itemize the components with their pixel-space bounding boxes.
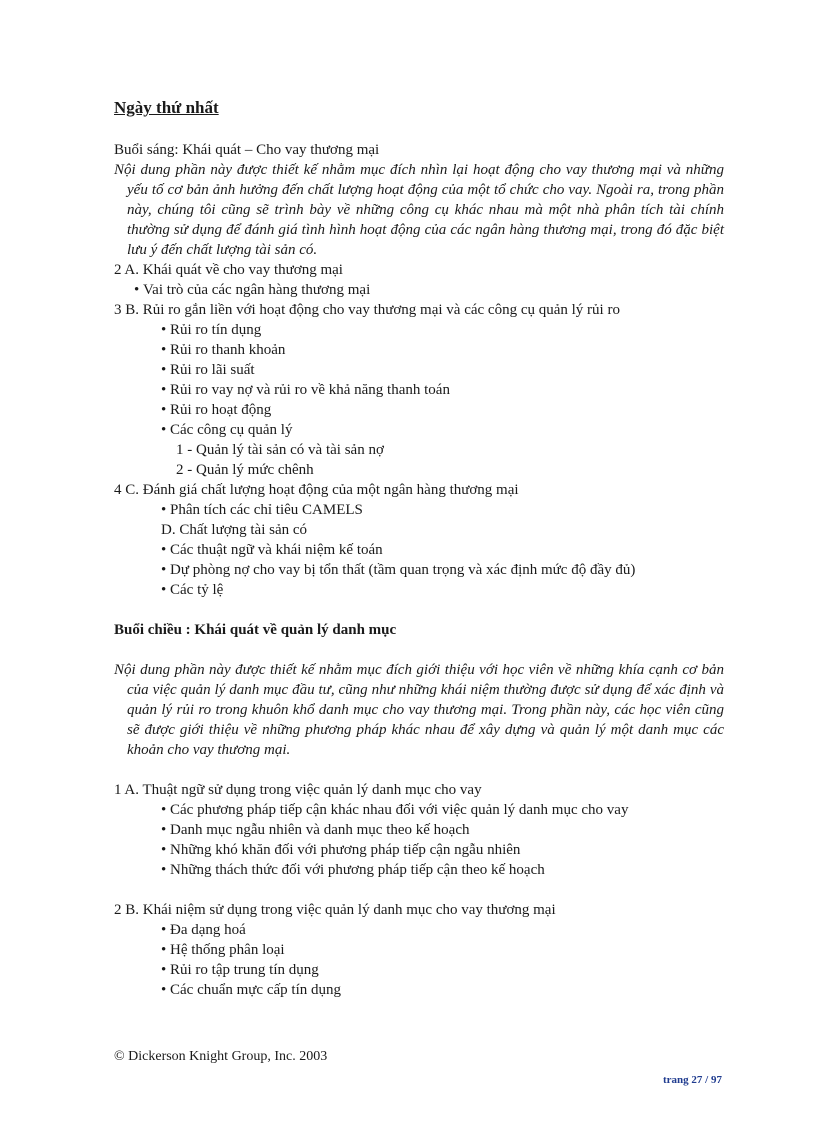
bullet-icon: • — [161, 402, 167, 418]
page-number: trang 27 / 97 — [663, 1074, 722, 1086]
bullet-icon: • — [161, 422, 167, 438]
bullet-icon: • — [161, 802, 167, 818]
list-item: • Rủi ro tín dụng — [161, 322, 262, 338]
bullet-icon: • — [161, 982, 167, 998]
list-item: • Hệ thống phân loại — [161, 942, 285, 958]
afternoon-intro — [114, 660, 724, 760]
list-item: • Phân tích các chỉ tiêu CAMELS — [161, 502, 363, 518]
list-item: • Dự phòng nợ cho vay bị tổn thất (tầm quan trọng và xác định mức độ đầy đủ) — [161, 562, 636, 578]
bullet-icon: • — [161, 542, 167, 558]
subsection-d-heading: D. Chất lượng tài sản có — [161, 522, 308, 538]
list-item: • Rủi ro hoạt động — [161, 402, 272, 418]
bullet-icon: • — [161, 962, 167, 978]
bullet-icon: • — [161, 942, 167, 958]
bullet-icon: • — [161, 562, 167, 578]
section-4c-heading: 4 C. Đánh giá chất lượng hoạt động của một ngân hàng thương mại — [114, 482, 519, 498]
list-item: • Rủi ro lãi suất — [161, 362, 255, 378]
bullet-icon: • — [161, 322, 167, 338]
list-item: • Rủi ro tập trung tín dụng — [161, 962, 319, 978]
list-item: • Rủi ro vay nợ và rủi ro về khả năng thanh toán — [161, 382, 450, 398]
numbered-item: 1 - Quản lý tài sản có và tài sản nợ — [176, 442, 384, 458]
afternoon-heading: Buổi chiều : Khái quát về quản lý danh mục — [114, 622, 397, 638]
list-item: • Các phương pháp tiếp cận khác nhau đối với việc quản lý danh mục cho vay — [161, 802, 629, 818]
bullet-icon: • — [161, 342, 167, 358]
bullet-icon: • — [161, 822, 167, 838]
morning-intro-text: Nội dung phần này được thiết kế nhằm mục đích nhìn lại hoạt động cho vay thương mại và những yếu tố cơ bản ảnh hưởng đến chất lượng hoạt động của một tổ chức cho vay. Ngoài ra, trong phần này, chúng tôi cũng sẽ trình bày về những công cụ khác nhau mà một nhà phân tích tài chính thường sử dụng để đánh giá tình hình hoạt động của các ngân hàng thương mại, trong đó đặc biệt lưu ý đến chất lượng tài sản có. — [114, 162, 724, 258]
list-item: • Các công cụ quản lý — [161, 422, 293, 438]
list-item: • Các thuật ngữ và khái niệm kế toán — [161, 542, 383, 558]
section-2a-heading: 2 A. Khái quát về cho vay thương mại — [114, 262, 343, 278]
morning-heading: Buổi sáng: Khái quát – Cho vay thương mại — [114, 142, 380, 158]
list-item: • Đa dạng hoá — [161, 922, 246, 938]
section-3b-heading: 3 B. Rủi ro gắn liền với hoạt động cho vay thương mại và các công cụ quản lý rủi ro — [114, 302, 620, 318]
list-item: • Các chuẩn mực cấp tín dụng — [161, 982, 341, 998]
document-page — [114, 98, 724, 1000]
bullet-icon: • — [161, 922, 167, 938]
bullet-icon: • — [161, 502, 167, 518]
numbered-item: 2 - Quản lý mức chênh — [176, 462, 314, 478]
bullet-icon: • — [161, 842, 167, 858]
copyright-footer: © Dickerson Knight Group, Inc. 2003 — [114, 1049, 328, 1064]
page-title: Ngày thứ nhất — [114, 98, 219, 117]
bullet-icon: • — [161, 582, 167, 598]
list-item: • Danh mục ngẫu nhiên và danh mục theo kế hoạch — [161, 822, 470, 838]
list-item: • Vai trò của các ngân hàng thương mại — [134, 282, 371, 298]
bullet-icon: • — [134, 282, 140, 298]
list-item: • Rủi ro thanh khoản — [161, 342, 286, 358]
afternoon-intro-text: Nội dung phần này được thiết kế nhằm mục đích giới thiệu với học viên về những khía cạnh cơ bản của việc quản lý danh mục đầu tư, cũng như những khái niệm thường được sử dụng để xác định và quản lý rủi ro trong khuôn khổ danh mục cho vay thương mại. Trong phần này, các học viên cũng sẽ được giới thiệu về những phương pháp khác nhau để xây dựng và quản lý một danh mục các khoản cho vay thương mại. — [114, 662, 724, 758]
morning-intro — [114, 160, 724, 260]
section-1a-heading: 1 A. Thuật ngữ sử dụng trong việc quản lý danh mục cho vay — [114, 782, 482, 798]
bullet-icon: • — [161, 862, 167, 878]
section-2b-heading: 2 B. Khái niệm sử dụng trong việc quản lý danh mục cho vay thương mại — [114, 902, 556, 918]
list-item: • Những khó khăn đối với phương pháp tiếp cận ngẫu nhiên — [161, 842, 521, 858]
list-item: • Những thách thức đối với phương pháp tiếp cận theo kế hoạch — [161, 862, 545, 878]
bullet-icon: • — [161, 362, 167, 378]
bullet-icon: • — [161, 382, 167, 398]
list-item: • Các tỷ lệ — [161, 582, 224, 598]
